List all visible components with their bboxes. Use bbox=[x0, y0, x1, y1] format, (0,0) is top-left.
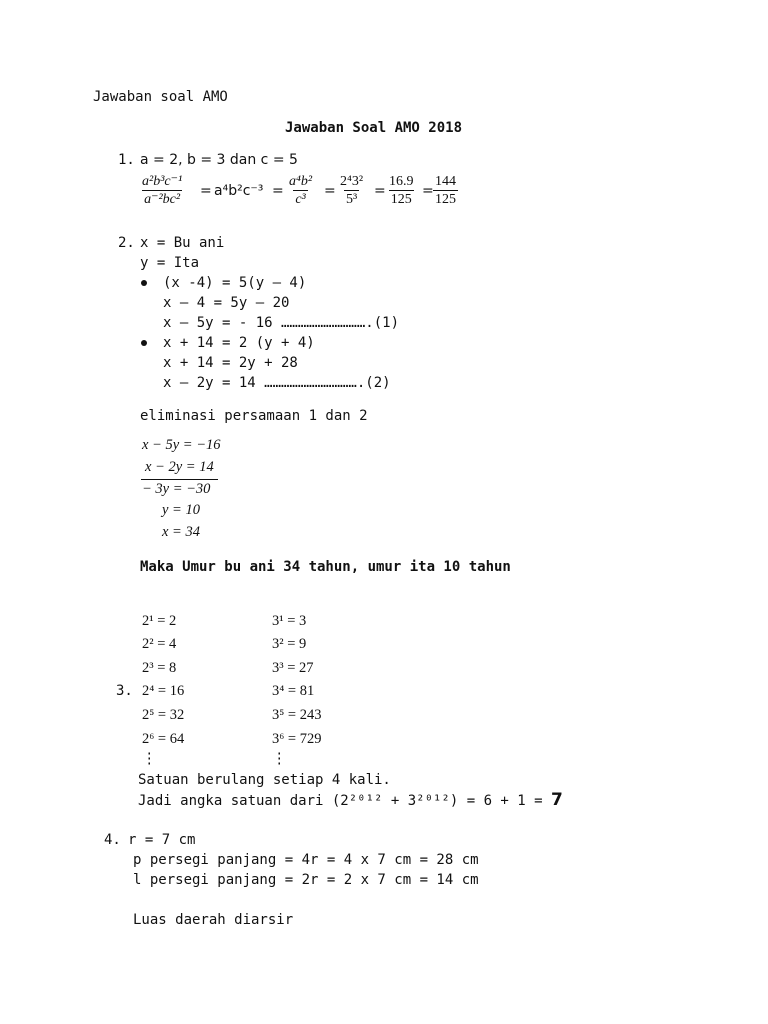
q1-fraction-1 bbox=[140, 173, 184, 208]
q1-f1-denominator: a⁻²bc² bbox=[144, 192, 181, 207]
q3-left-row: 2⁶ = 64 bbox=[142, 731, 185, 747]
q1-f2-denominator: c³ bbox=[295, 192, 306, 207]
page-title: Jawaban Soal AMO 2018 bbox=[285, 120, 463, 136]
q2-eq-3: − 3y = −30 bbox=[142, 481, 211, 497]
q1-simplified: a⁴b²c⁻³ bbox=[214, 183, 264, 199]
q4-number: 4. bbox=[104, 832, 121, 848]
q3-right-row: 3¹ = 3 bbox=[272, 613, 307, 629]
q1-f1-numerator: a²b³c⁻¹ bbox=[142, 174, 183, 189]
q3-left-row: 2⁵ = 32 bbox=[142, 707, 185, 723]
q4-length: p persegi panjang = 4r = 4 x 7 cm = 28 cm bbox=[133, 852, 479, 868]
q2-eq-4: y = 10 bbox=[162, 502, 200, 518]
q2-eq-1: x − 5y = −16 bbox=[142, 437, 221, 453]
q1-given: a = 2, b = 3 dan c = 5 bbox=[140, 152, 298, 168]
q1-f4-denominator: 125 bbox=[390, 192, 412, 207]
q3-repeat-note: Satuan berulang setiap 4 kali. bbox=[138, 772, 391, 788]
q3-right-row: 3⁵ = 243 bbox=[272, 707, 322, 723]
q1-f3-numerator: 2⁴3² bbox=[340, 174, 364, 189]
q2-b1-line-1: (x -4) = 5(y – 4) bbox=[163, 275, 307, 291]
q3-right-row: 3³ = 27 bbox=[272, 660, 314, 676]
q1-fraction-4 bbox=[387, 173, 416, 208]
q1-equals-4: = bbox=[374, 183, 386, 199]
q2-number: 2. bbox=[118, 235, 135, 251]
q1-f2-numerator: a⁴b² bbox=[289, 174, 313, 189]
q3-left-row: 2⁴ = 16 bbox=[142, 683, 185, 699]
q3-left-ellipsis: ⋮ bbox=[142, 751, 157, 767]
q1-equals-2: = bbox=[272, 183, 284, 199]
q3-answer-value: 7 bbox=[551, 790, 563, 810]
q3-right-row: 3⁶ = 729 bbox=[272, 731, 322, 747]
q2-b2-line-2: x + 14 = 2y + 28 bbox=[163, 355, 298, 371]
q1-equals-5: = bbox=[422, 183, 434, 199]
q1-equals-3: = bbox=[324, 183, 336, 199]
q1-f5-numerator: 144 bbox=[435, 174, 456, 189]
q2-b1-line-2: x – 4 = 5y – 20 bbox=[163, 295, 290, 311]
q2-elimination-label: eliminasi persamaan 1 dan 2 bbox=[140, 408, 368, 424]
q2-b1-line-3: x – 5y = - 16 ………………………….(1) bbox=[163, 315, 400, 331]
q3-left-row: 2¹ = 2 bbox=[142, 613, 177, 629]
q3-right-ellipsis: ⋮ bbox=[272, 751, 287, 767]
subtraction-line bbox=[141, 479, 218, 480]
q1-number: 1. bbox=[118, 152, 135, 168]
q2-b2-line-1: x + 14 = 2 (y + 4) bbox=[163, 335, 315, 351]
bullet-icon bbox=[141, 340, 147, 346]
q4-width: l persegi panjang = 2r = 2 x 7 cm = 14 cm bbox=[133, 872, 479, 888]
q4-radius: r = 7 cm bbox=[128, 832, 196, 848]
q3-answer-text: Jadi angka satuan dari (2²⁰¹² + 3²⁰¹²) = 6 + 1 = bbox=[138, 793, 543, 809]
q1-fraction-2 bbox=[287, 173, 314, 208]
q2-line-y: y = Ita bbox=[140, 255, 200, 271]
q3-left-row: 2³ = 8 bbox=[142, 660, 177, 676]
q3-left-row: 2² = 4 bbox=[142, 636, 177, 652]
q2-b2-line-3: x – 2y = 14 …………………………….(2) bbox=[163, 375, 391, 391]
q1-fraction-5 bbox=[433, 173, 458, 208]
q2-eq-5: x = 34 bbox=[162, 524, 200, 540]
q3-right-row: 3² = 9 bbox=[272, 636, 307, 652]
q1-equals-1: = bbox=[200, 183, 212, 199]
q3-answer-line bbox=[138, 792, 563, 809]
q3-right-row: 3⁴ = 81 bbox=[272, 683, 315, 699]
q1-f5-denominator: 125 bbox=[435, 192, 456, 207]
q1-f4-numerator: 16.9 bbox=[389, 174, 414, 189]
q2-conclusion: Maka Umur bu ani 34 tahun, umur ita 10 tahun bbox=[140, 559, 511, 575]
page-header: Jawaban soal AMO bbox=[93, 89, 228, 105]
q2-eq-2: x − 2y = 14 bbox=[145, 459, 214, 475]
q2-line-x: x = Bu ani bbox=[140, 235, 225, 251]
q3-number: 3. bbox=[116, 683, 133, 699]
q1-f3-denominator: 5³ bbox=[345, 192, 358, 207]
bullet-icon bbox=[141, 280, 147, 286]
q1-fraction-3 bbox=[338, 173, 365, 208]
q4-shaded-area-label: Luas daerah diarsir bbox=[133, 912, 294, 928]
